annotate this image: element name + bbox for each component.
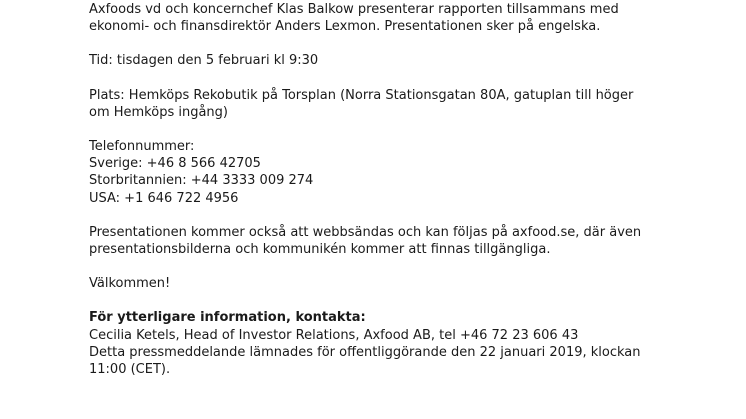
webcast-line-1-suffix: , där även [575, 224, 642, 240]
contact-paragraph [89, 309, 734, 378]
welcome-text: Välkommen! [89, 276, 171, 292]
webcast-line-1 [89, 224, 734, 241]
intro-paragraph [89, 1, 734, 35]
intro-line-2: ekonomi- och finansdirektör Anders Lexmon. Presentationen sker på engelska. [89, 19, 601, 35]
welcome-paragraph [89, 275, 734, 292]
place-line-1: Plats: Hemköps Rekobutik på Torsplan (Norra Stationsgatan 80A, gatuplan till höger [89, 87, 634, 103]
phone-heading: Telefonnummer: [89, 139, 195, 155]
place-paragraph [89, 87, 734, 121]
contact-heading: För ytterligare information, kontakta: [89, 310, 366, 326]
release-line-2: 11:00 (CET). [89, 362, 171, 378]
place-line-2: om Hemköps ingång) [89, 104, 228, 120]
time-paragraph [89, 52, 734, 69]
webcast-line-1-prefix: Presentationen kommer också att webbsändas och kan följas på [89, 224, 512, 240]
phone-number-uk: Storbritannien: +44 3333 009 274 [89, 173, 314, 189]
contact-person: Cecilia Ketels, Head of Investor Relations, Axfood AB, tel +46 72 23 606 43 [89, 327, 579, 343]
phone-paragraph [89, 138, 734, 207]
axfood-link[interactable]: axfood.se [511, 224, 576, 240]
press-release-body [89, 1, 734, 395]
phone-number-usa: USA: +1 646 722 4956 [89, 190, 239, 206]
release-line-1: Detta pressmeddelande lämnades för offentliggörande den 22 januari 2019, klockan [89, 344, 641, 360]
phone-number-sweden: Sverige: +46 8 566 42705 [89, 156, 261, 172]
time-text: Tid: tisdagen den 5 februari kl 9:30 [89, 53, 319, 69]
intro-line-1: Axfoods vd och koncernchef Klas Balkow presenterar rapporten tillsammans med [89, 2, 619, 17]
webcast-paragraph [89, 224, 734, 258]
webcast-line-2: presentationsbilderna och kommunikén kommer att finnas tillgängliga. [89, 242, 551, 258]
